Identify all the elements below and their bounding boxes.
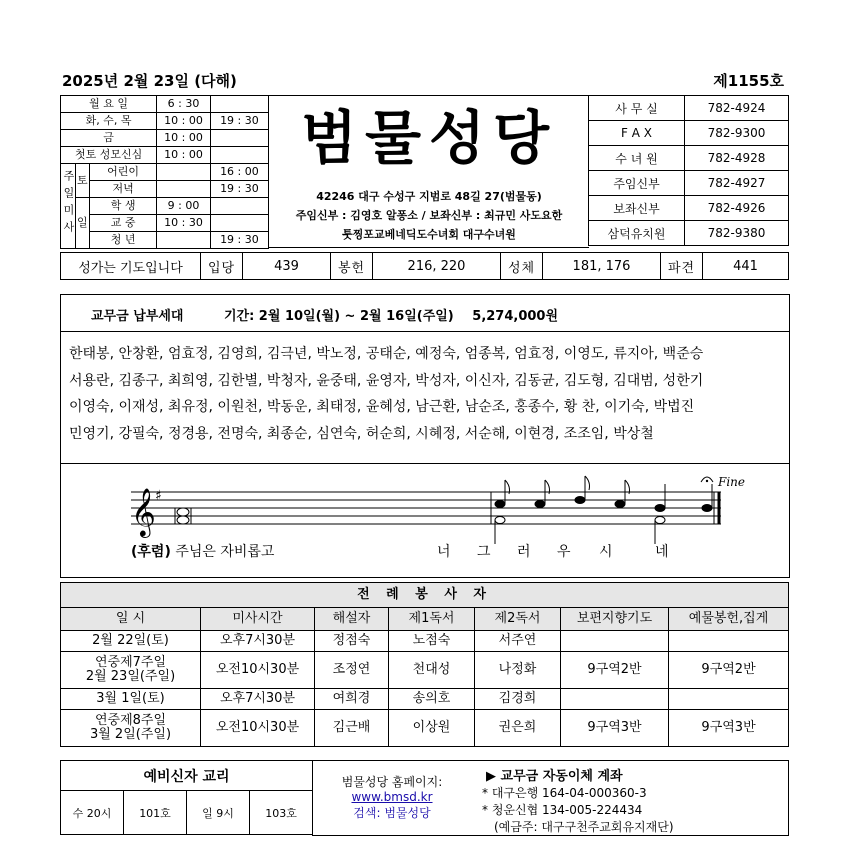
offertory-label: 봉헌 xyxy=(331,253,373,280)
row-commentator: 조정연 xyxy=(315,652,389,689)
dismissal-label: 파견 xyxy=(661,253,703,280)
contact-label: 삼덕유치원 xyxy=(589,221,685,246)
contact-label: F A X xyxy=(589,121,685,146)
bank-transfer-box xyxy=(472,760,789,836)
row-prayer xyxy=(561,631,669,652)
sun-youth-label: 청 년 xyxy=(90,232,157,249)
response-label-line xyxy=(131,541,274,561)
row-date: 3월 1일(토) xyxy=(61,689,201,710)
tue-time-2: 19 : 30 xyxy=(210,113,268,130)
row-commentator: 정점숙 xyxy=(315,631,389,652)
row-date: 2월 22일(토) xyxy=(61,631,201,652)
row-reader-2: 김경희 xyxy=(475,689,561,710)
offering-name-list xyxy=(69,341,781,447)
fri-label: 금 xyxy=(61,130,157,147)
entrance-label: 입당 xyxy=(201,253,243,280)
homepage-label: 범물성당 홈페이지: xyxy=(341,775,443,789)
catechism-table xyxy=(60,760,313,835)
row-time: 오후7시30분 xyxy=(201,631,315,652)
lyric-syllable: 시 xyxy=(599,544,613,560)
harmony-notes xyxy=(495,517,665,545)
first-sat-label: 첫토 성모신심 xyxy=(61,147,157,164)
sun-parish-time: 10 : 30 xyxy=(157,215,211,232)
row-date: 연중제8주일 3월 2일(주일) xyxy=(61,710,201,747)
divider xyxy=(61,463,789,464)
lyric-syllable: 너 xyxy=(437,544,451,560)
contact-value: 782-9300 xyxy=(685,121,789,146)
divider xyxy=(61,331,789,332)
contact-label: 사 무 실 xyxy=(589,96,685,121)
table-row xyxy=(61,631,789,652)
row-commentator: 여희경 xyxy=(315,689,389,710)
hymn-slogan: 성가는 기도입니다 xyxy=(61,253,201,280)
row-reader-1: 천대성 xyxy=(389,652,475,689)
row-gift: 9구역3반 xyxy=(669,710,789,747)
contact-value: 782-4927 xyxy=(685,171,789,196)
sun-youth-time: 19 : 30 xyxy=(210,232,268,249)
tue-label: 화, 수, 목 xyxy=(61,113,157,130)
contact-value: 782-9380 xyxy=(685,221,789,246)
row-time: 오전10시30분 xyxy=(201,710,315,747)
entrance-hymn: 439 xyxy=(243,253,331,280)
offering-amount: 5,274,000원 xyxy=(472,309,559,324)
row-reader-2: 서주연 xyxy=(475,631,561,652)
sun-student-time: 9 : 00 xyxy=(157,198,211,215)
column-header: 제1독서 xyxy=(389,608,475,631)
church-priests: 주임신부 : 김영호 알퐁소 / 보좌신부 : 최규민 사도요한 xyxy=(295,209,563,222)
church-address: 42246 대구 수성구 지범로 48길 27(범물동) xyxy=(316,190,542,203)
row-reader-1: 송의호 xyxy=(389,689,475,710)
fermata-dot xyxy=(706,480,708,482)
name-line: 이영숙, 이재성, 최유정, 이원천, 박동운, 최태정, 윤혜성, 남근환, 남순조, 홍종수, 황 찬, 이기숙, 박법진 xyxy=(69,399,695,415)
row-reader-1: 이상원 xyxy=(389,710,475,747)
sun-student-label: 학 생 xyxy=(90,198,157,215)
contact-label: 보좌신부 xyxy=(589,196,685,221)
sharp-icon: ♯ xyxy=(155,488,162,504)
table-row xyxy=(61,652,789,689)
row-prayer xyxy=(561,689,669,710)
table-row xyxy=(61,710,789,747)
first-sat-time: 10 : 00 xyxy=(157,147,211,164)
lyric-syllable: 그 xyxy=(477,544,491,560)
response-label: (후렴) xyxy=(131,544,171,560)
homepage-search: 검색: 범물성당 xyxy=(353,806,431,820)
liturgy-ministers-table xyxy=(60,582,789,747)
row-gift: 9구역2반 xyxy=(669,652,789,689)
offering-title: 교무금 납부세대 xyxy=(91,309,184,324)
dismissal-hymn: 441 xyxy=(703,253,789,280)
row-gift xyxy=(669,631,789,652)
homepage-box xyxy=(312,760,472,836)
sunday-label: 일 xyxy=(75,198,90,249)
weekday-time: 6 : 30 xyxy=(157,96,211,113)
communion-label: 성체 xyxy=(501,253,543,280)
column-header: 보편지향기도 xyxy=(561,608,669,631)
hymn-stats-row xyxy=(60,252,789,280)
tue-time-1: 10 : 00 xyxy=(157,113,211,130)
row-prayer: 9구역3반 xyxy=(561,710,669,747)
row-reader-2: 나정화 xyxy=(475,652,561,689)
catechism-room-1: 101호 xyxy=(124,791,187,835)
offering-period: 기간: 2월 10일(월) ~ 2월 16일(주일) xyxy=(223,309,454,324)
issue-number: 제1155호 xyxy=(713,72,784,90)
bulletin-date: 2025년 2월 23일 (다해) xyxy=(62,72,237,90)
row-prayer: 9구역2반 xyxy=(561,652,669,689)
fine-marking: Fine xyxy=(718,475,745,489)
catechism-room-2: 103호 xyxy=(250,791,313,835)
catechism-day-1: 수 20시 xyxy=(61,791,124,835)
row-commentator: 김근배 xyxy=(315,710,389,747)
name-line: 민영기, 강필숙, 정경용, 전명숙, 최종순, 심연숙, 허순희, 시혜정, 서순해, 이현경, 조조임, 박상철 xyxy=(69,425,654,442)
bank-account-2: * 청운신협 134-005-224434 xyxy=(482,803,643,817)
weekday-label: 월 요 일 xyxy=(61,96,157,113)
bank-title: ▶ 교무금 자동이체 계좌 xyxy=(486,769,623,784)
row-time: 오전10시30분 xyxy=(201,652,315,689)
table-row xyxy=(61,689,789,710)
saturday-label: 토 xyxy=(75,164,90,198)
response-text: 주님은 자비롭고 xyxy=(175,544,275,560)
offering-header xyxy=(91,305,558,324)
row-time: 오후7시30분 xyxy=(201,689,315,710)
contact-value: 782-4926 xyxy=(685,196,789,221)
bank-account-1: * 대구은행 164-04-000360-3 xyxy=(482,786,647,800)
contact-label: 주임신부 xyxy=(589,171,685,196)
sat-children-time: 16 : 00 xyxy=(210,164,268,181)
name-line: 서용란, 김종구, 최희영, 김한별, 박청자, 윤중태, 윤영자, 박성자, 이신자, 김동균, 김도형, 김대범, 성한기 xyxy=(69,372,704,389)
contact-label: 수 녀 원 xyxy=(589,146,685,171)
contact-value: 782-4924 xyxy=(685,96,789,121)
catechism-title: 예비신자 교리 xyxy=(61,761,313,791)
row-reader-1: 노점숙 xyxy=(389,631,475,652)
sat-children-label: 어린이 xyxy=(90,164,157,181)
sunday-mass-label: 주일미사 xyxy=(61,164,76,249)
fri-time: 10 : 00 xyxy=(157,130,211,147)
church-title-box xyxy=(269,95,589,248)
name-line: 한태봉, 안창환, 엄효정, 김영희, 김극년, 박노정, 공태순, 예정숙, 엄종복, 엄효정, 이영도, 류지아, 백준승 xyxy=(69,346,704,362)
church-name: 범물성당 xyxy=(300,104,558,172)
lyric-syllable: 네 xyxy=(655,544,669,560)
lyric-syllable: 러 xyxy=(517,544,531,560)
column-header: 미사시간 xyxy=(201,608,315,631)
column-header: 일 시 xyxy=(61,608,201,631)
column-header: 해설자 xyxy=(315,608,389,631)
treble-clef-icon: 𝄞 xyxy=(131,487,156,536)
row-date: 연중제7주일 2월 23일(주일) xyxy=(61,652,201,689)
row-reader-2: 권은희 xyxy=(475,710,561,747)
bank-account-holder: (예금주: 대구구천주교회유지재단) xyxy=(494,820,674,834)
sun-parish-label: 교 중 xyxy=(90,215,157,232)
row-gift xyxy=(669,689,789,710)
contact-value: 782-4928 xyxy=(685,146,789,171)
homepage-link[interactable]: www.bmsd.kr xyxy=(351,790,433,804)
column-header: 예물봉헌,집게 xyxy=(669,608,789,631)
catechism-day-2: 일 9시 xyxy=(187,791,250,835)
church-sisters: 툿찡포교베네딕도수녀회 대구수녀원 xyxy=(342,228,516,241)
communion-hymn: 181, 176 xyxy=(543,253,661,280)
offertory-hymn: 216, 220 xyxy=(373,253,501,280)
mass-schedule-table xyxy=(60,95,269,249)
ministers-title: 전 례 봉 사 자 xyxy=(61,583,789,608)
melody-notes xyxy=(495,476,712,512)
offering-box xyxy=(60,294,790,578)
sat-evening-label: 저녁 xyxy=(90,181,157,198)
lyric-syllable: 우 xyxy=(557,544,571,560)
contacts-table xyxy=(588,95,789,246)
column-header: 제2독서 xyxy=(475,608,561,631)
sat-evening-time: 19 : 30 xyxy=(210,181,268,198)
